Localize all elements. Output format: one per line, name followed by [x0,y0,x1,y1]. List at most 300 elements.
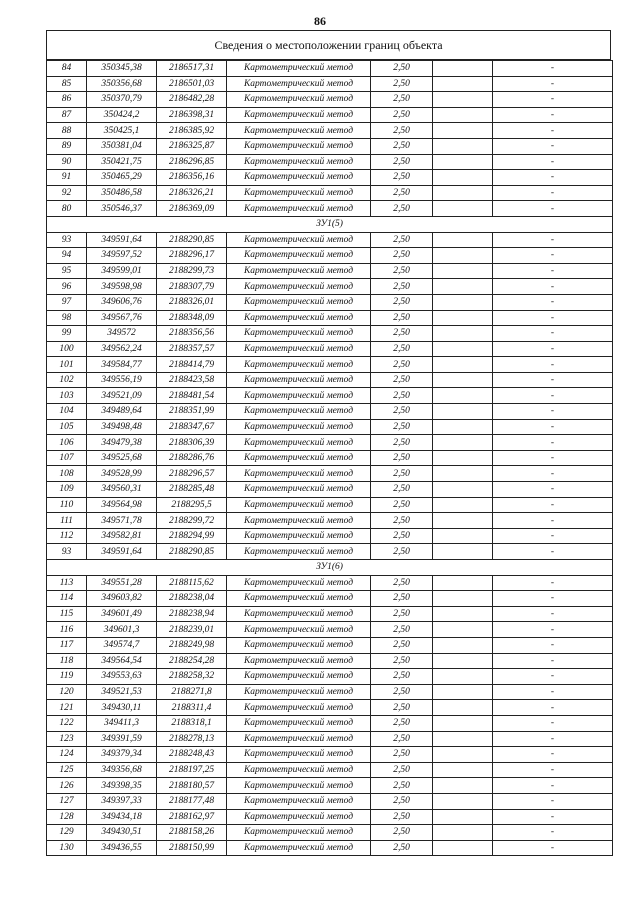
accuracy-cell: 2,50 [371,575,433,591]
table-row [47,92,613,108]
x-coordinate-cell: 350370,79 [87,92,157,108]
blank-cell [433,263,493,279]
point-number-cell: 117 [47,637,87,653]
description-cell: - [493,466,613,482]
description-cell: - [493,622,613,638]
y-coordinate-cell: 2188158,26 [157,825,227,841]
description-cell: - [493,248,613,264]
method-cell: Картометрический метод [227,793,371,809]
method-cell: Картометрический метод [227,310,371,326]
blank-cell [433,653,493,669]
y-coordinate-cell: 2186517,31 [157,61,227,77]
description-cell: - [493,513,613,529]
point-number-cell: 107 [47,450,87,466]
table-row [47,747,613,763]
x-coordinate-cell: 349556,19 [87,372,157,388]
accuracy-cell: 2,50 [371,544,433,560]
y-coordinate-cell: 2188357,57 [157,341,227,357]
description-cell: - [493,778,613,794]
description-cell: - [493,575,613,591]
blank-cell [433,232,493,248]
x-coordinate-cell: 349489,64 [87,404,157,420]
blank-cell [433,279,493,295]
table-row [47,825,613,841]
accuracy-cell: 2,50 [371,341,433,357]
method-cell: Картометрический метод [227,185,371,201]
point-number-cell: 102 [47,372,87,388]
description-cell: - [493,138,613,154]
x-coordinate-cell: 349597,52 [87,248,157,264]
point-number-cell: 84 [47,61,87,77]
x-coordinate-cell: 349479,38 [87,435,157,451]
x-coordinate-cell: 349498,48 [87,419,157,435]
section-header-row [47,560,613,576]
y-coordinate-cell: 2186325,87 [157,138,227,154]
blank-cell [433,762,493,778]
y-coordinate-cell: 2188306,39 [157,435,227,451]
description-cell: - [493,372,613,388]
method-cell: Картометрический метод [227,466,371,482]
method-cell: Картометрический метод [227,170,371,186]
coordinates-table-body [47,61,613,856]
table-row [47,310,613,326]
blank-cell [433,809,493,825]
description-cell: - [493,76,613,92]
blank-cell [433,388,493,404]
table-row [47,466,613,482]
point-number-cell: 114 [47,591,87,607]
y-coordinate-cell: 2188414,79 [157,357,227,373]
table-row [47,201,613,217]
blank-cell [433,154,493,170]
accuracy-cell: 2,50 [371,482,433,498]
coordinates-table [46,60,613,856]
method-cell: Картометрический метод [227,669,371,685]
description-cell: - [493,762,613,778]
table-row [47,840,613,856]
method-cell: Картометрический метод [227,92,371,108]
table-row [47,61,613,77]
description-cell: - [493,326,613,342]
table-row [47,326,613,342]
point-number-cell: 113 [47,575,87,591]
description-cell: - [493,715,613,731]
x-coordinate-cell: 349436,55 [87,840,157,856]
method-cell: Картометрический метод [227,326,371,342]
y-coordinate-cell: 2186482,28 [157,92,227,108]
y-coordinate-cell: 2188296,17 [157,248,227,264]
accuracy-cell: 2,50 [371,450,433,466]
blank-cell [433,606,493,622]
y-coordinate-cell: 2188318,1 [157,715,227,731]
y-coordinate-cell: 2188197,25 [157,762,227,778]
point-number-cell: 121 [47,700,87,716]
method-cell: Картометрический метод [227,575,371,591]
x-coordinate-cell: 349591,64 [87,544,157,560]
x-coordinate-cell: 349584,77 [87,357,157,373]
accuracy-cell: 2,50 [371,466,433,482]
table-row [47,622,613,638]
method-cell: Картометрический метод [227,248,371,264]
y-coordinate-cell: 2188326,01 [157,294,227,310]
x-coordinate-cell: 349521,09 [87,388,157,404]
blank-cell [433,513,493,529]
description-cell: - [493,154,613,170]
y-coordinate-cell: 2188299,72 [157,513,227,529]
accuracy-cell: 2,50 [371,622,433,638]
point-number-cell: 111 [47,513,87,529]
method-cell: Картометрический метод [227,279,371,295]
description-cell: - [493,92,613,108]
accuracy-cell: 2,50 [371,310,433,326]
accuracy-cell: 2,50 [371,372,433,388]
table-row [47,248,613,264]
y-coordinate-cell: 2186356,16 [157,170,227,186]
point-number-cell: 118 [47,653,87,669]
blank-cell [433,715,493,731]
x-coordinate-cell: 349525,68 [87,450,157,466]
method-cell: Картометрический метод [227,419,371,435]
y-coordinate-cell: 2188290,85 [157,232,227,248]
point-number-cell: 99 [47,326,87,342]
description-cell: - [493,232,613,248]
table-row [47,731,613,747]
accuracy-cell: 2,50 [371,185,433,201]
blank-cell [433,575,493,591]
accuracy-cell: 2,50 [371,154,433,170]
accuracy-cell: 2,50 [371,170,433,186]
accuracy-cell: 2,50 [371,123,433,139]
point-number-cell: 109 [47,482,87,498]
accuracy-cell: 2,50 [371,279,433,295]
point-number-cell: 90 [47,154,87,170]
blank-cell [433,294,493,310]
method-cell: Картометрический метод [227,76,371,92]
point-number-cell: 100 [47,341,87,357]
blank-cell [433,793,493,809]
x-coordinate-cell: 350381,04 [87,138,157,154]
y-coordinate-cell: 2186326,21 [157,185,227,201]
description-cell: - [493,185,613,201]
y-coordinate-cell: 2188351,99 [157,404,227,420]
x-coordinate-cell: 349553,63 [87,669,157,685]
accuracy-cell: 2,50 [371,263,433,279]
method-cell: Картометрический метод [227,294,371,310]
x-coordinate-cell: 349434,18 [87,809,157,825]
method-cell: Картометрический метод [227,528,371,544]
accuracy-cell: 2,50 [371,528,433,544]
x-coordinate-cell: 349567,76 [87,310,157,326]
x-coordinate-cell: 349564,98 [87,497,157,513]
blank-cell [433,466,493,482]
y-coordinate-cell: 2188348,09 [157,310,227,326]
y-coordinate-cell: 2188150,99 [157,840,227,856]
description-cell: - [493,497,613,513]
blank-cell [433,482,493,498]
point-number-cell: 101 [47,357,87,373]
x-coordinate-cell: 349397,33 [87,793,157,809]
point-number-cell: 89 [47,138,87,154]
method-cell: Картометрический метод [227,809,371,825]
table-row [47,294,613,310]
accuracy-cell: 2,50 [371,232,433,248]
x-coordinate-cell: 349599,01 [87,263,157,279]
method-cell: Картометрический метод [227,544,371,560]
y-coordinate-cell: 2188356,56 [157,326,227,342]
blank-cell [433,76,493,92]
point-number-cell: 93 [47,544,87,560]
description-cell: - [493,435,613,451]
table-row [47,435,613,451]
y-coordinate-cell: 2186398,31 [157,107,227,123]
table-row [47,357,613,373]
method-cell: Картометрический метод [227,497,371,513]
point-number-cell: 88 [47,123,87,139]
table-row [47,684,613,700]
description-cell: - [493,669,613,685]
blank-cell [433,123,493,139]
section-label: ЗУ1(5) [47,216,613,232]
table-row [47,700,613,716]
table-row [47,528,613,544]
x-coordinate-cell: 349601,49 [87,606,157,622]
accuracy-cell: 2,50 [371,92,433,108]
accuracy-cell: 2,50 [371,778,433,794]
point-number-cell: 128 [47,809,87,825]
method-cell: Картометрический метод [227,482,371,498]
method-cell: Картометрический метод [227,700,371,716]
blank-cell [433,637,493,653]
x-coordinate-cell: 349562,24 [87,341,157,357]
description-cell: - [493,61,613,77]
description-cell: - [493,482,613,498]
method-cell: Картометрический метод [227,450,371,466]
x-coordinate-cell: 349591,64 [87,232,157,248]
point-number-cell: 80 [47,201,87,217]
y-coordinate-cell: 2188278,13 [157,731,227,747]
accuracy-cell: 2,50 [371,591,433,607]
x-coordinate-cell: 349574,7 [87,637,157,653]
accuracy-cell: 2,50 [371,61,433,77]
y-coordinate-cell: 2188307,79 [157,279,227,295]
accuracy-cell: 2,50 [371,793,433,809]
accuracy-cell: 2,50 [371,357,433,373]
method-cell: Картометрический метод [227,637,371,653]
x-coordinate-cell: 349379,34 [87,747,157,763]
table-row [47,107,613,123]
table-row [47,793,613,809]
description-cell: - [493,294,613,310]
table-row [47,154,613,170]
y-coordinate-cell: 2188258,32 [157,669,227,685]
method-cell: Картометрический метод [227,715,371,731]
y-coordinate-cell: 2186501,03 [157,76,227,92]
method-cell: Картометрический метод [227,138,371,154]
x-coordinate-cell: 349521,53 [87,684,157,700]
blank-cell [433,138,493,154]
x-coordinate-cell: 349564,54 [87,653,157,669]
accuracy-cell: 2,50 [371,637,433,653]
y-coordinate-cell: 2188285,48 [157,482,227,498]
point-number-cell: 119 [47,669,87,685]
accuracy-cell: 2,50 [371,326,433,342]
table-row [47,653,613,669]
point-number-cell: 127 [47,793,87,809]
y-coordinate-cell: 2188290,85 [157,544,227,560]
x-coordinate-cell: 349398,35 [87,778,157,794]
y-coordinate-cell: 2188347,67 [157,419,227,435]
table-row [47,715,613,731]
description-cell: - [493,107,613,123]
blank-cell [433,419,493,435]
blank-cell [433,372,493,388]
description-cell: - [493,606,613,622]
y-coordinate-cell: 2188423,58 [157,372,227,388]
method-cell: Картометрический метод [227,357,371,373]
blank-cell [433,341,493,357]
accuracy-cell: 2,50 [371,684,433,700]
table-row [47,669,613,685]
x-coordinate-cell: 349528,99 [87,466,157,482]
description-cell: - [493,637,613,653]
method-cell: Картометрический метод [227,107,371,123]
point-number-cell: 129 [47,825,87,841]
table-row [47,419,613,435]
point-number-cell: 91 [47,170,87,186]
table-row [47,232,613,248]
blank-cell [433,435,493,451]
point-number-cell: 116 [47,622,87,638]
y-coordinate-cell: 2188299,73 [157,263,227,279]
accuracy-cell: 2,50 [371,715,433,731]
blank-cell [433,310,493,326]
x-coordinate-cell: 349551,28 [87,575,157,591]
table-row [47,341,613,357]
y-coordinate-cell: 2188295,5 [157,497,227,513]
description-cell: - [493,123,613,139]
x-coordinate-cell: 350345,38 [87,61,157,77]
x-coordinate-cell: 349572 [87,326,157,342]
blank-cell [433,185,493,201]
method-cell: Картометрический метод [227,778,371,794]
description-cell: - [493,170,613,186]
y-coordinate-cell: 2186296,85 [157,154,227,170]
accuracy-cell: 2,50 [371,513,433,529]
accuracy-cell: 2,50 [371,731,433,747]
blank-cell [433,450,493,466]
description-cell: - [493,840,613,856]
method-cell: Картометрический метод [227,341,371,357]
y-coordinate-cell: 2188254,28 [157,653,227,669]
method-cell: Картометрический метод [227,840,371,856]
blank-cell [433,731,493,747]
blank-cell [433,622,493,638]
blank-cell [433,92,493,108]
x-coordinate-cell: 349598,98 [87,279,157,295]
description-cell: - [493,684,613,700]
y-coordinate-cell: 2188238,94 [157,606,227,622]
x-coordinate-cell: 350425,1 [87,123,157,139]
method-cell: Картометрический метод [227,263,371,279]
table-row [47,123,613,139]
x-coordinate-cell: 349430,11 [87,700,157,716]
method-cell: Картометрический метод [227,201,371,217]
method-cell: Картометрический метод [227,762,371,778]
table-row [47,778,613,794]
table-row [47,170,613,186]
point-number-cell: 94 [47,248,87,264]
x-coordinate-cell: 350421,75 [87,154,157,170]
section-label: ЗУ1(6) [47,560,613,576]
method-cell: Картометрический метод [227,513,371,529]
method-cell: Картометрический метод [227,61,371,77]
x-coordinate-cell: 349391,59 [87,731,157,747]
table-row [47,388,613,404]
accuracy-cell: 2,50 [371,404,433,420]
method-cell: Картометрический метод [227,825,371,841]
blank-cell [433,825,493,841]
point-number-cell: 125 [47,762,87,778]
y-coordinate-cell: 2186385,92 [157,123,227,139]
description-cell: - [493,201,613,217]
accuracy-cell: 2,50 [371,747,433,763]
x-coordinate-cell: 349571,78 [87,513,157,529]
description-cell: - [493,419,613,435]
point-number-cell: 95 [47,263,87,279]
description-cell: - [493,263,613,279]
table-row [47,809,613,825]
blank-cell [433,326,493,342]
point-number-cell: 112 [47,528,87,544]
method-cell: Картометрический метод [227,404,371,420]
x-coordinate-cell: 350424,2 [87,107,157,123]
y-coordinate-cell: 2188115,62 [157,575,227,591]
section-header-row [47,216,613,232]
method-cell: Картометрический метод [227,731,371,747]
blank-cell [433,170,493,186]
blank-cell [433,61,493,77]
accuracy-cell: 2,50 [371,497,433,513]
x-coordinate-cell: 350546,37 [87,201,157,217]
table-row [47,544,613,560]
x-coordinate-cell: 350465,29 [87,170,157,186]
point-number-cell: 124 [47,747,87,763]
description-cell: - [493,528,613,544]
y-coordinate-cell: 2188248,43 [157,747,227,763]
blank-cell [433,528,493,544]
method-cell: Картометрический метод [227,232,371,248]
description-cell: - [493,357,613,373]
method-cell: Картометрический метод [227,747,371,763]
description-cell: - [493,544,613,560]
table-row [47,76,613,92]
blank-cell [433,684,493,700]
table-row [47,513,613,529]
blank-cell [433,778,493,794]
y-coordinate-cell: 2188296,57 [157,466,227,482]
y-coordinate-cell: 2188239,01 [157,622,227,638]
description-cell: - [493,279,613,295]
accuracy-cell: 2,50 [371,700,433,716]
method-cell: Картометрический метод [227,435,371,451]
accuracy-cell: 2,50 [371,840,433,856]
description-cell: - [493,731,613,747]
blank-cell [433,404,493,420]
accuracy-cell: 2,50 [371,762,433,778]
description-cell: - [493,653,613,669]
description-cell: - [493,700,613,716]
accuracy-cell: 2,50 [371,248,433,264]
